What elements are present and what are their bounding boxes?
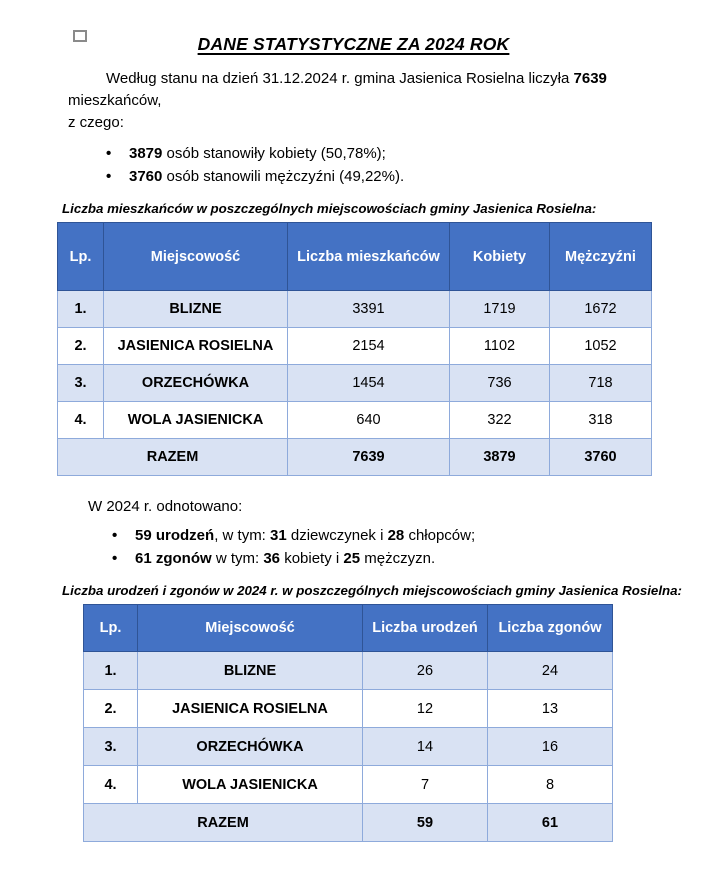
- text: kobiety i: [280, 549, 344, 567]
- text: mieszkańców,: [68, 92, 162, 109]
- row-number-cell: 4.: [58, 402, 104, 439]
- bold-text: 59 urodzeń: [135, 527, 215, 544]
- text: , w tym:: [214, 527, 271, 544]
- table-row: [84, 652, 613, 690]
- bold-text: 36: [263, 549, 281, 567]
- column-header: Mężczyźni: [550, 223, 652, 291]
- bold-text: 3760: [129, 167, 163, 185]
- total-label-cell: RAZEM: [58, 439, 288, 476]
- list-item: [112, 525, 707, 547]
- page-title: DANE STATYSTYCZNE ZA 2024 ROK: [197, 34, 510, 54]
- total-value-cell: 3879: [450, 439, 550, 476]
- bold-text: 3879: [129, 145, 163, 162]
- row-number-cell: 2.: [84, 690, 138, 728]
- text: dziewczynek i: [286, 527, 388, 544]
- population-bullet-list: [0, 143, 707, 187]
- value-cell: 1052: [550, 328, 652, 365]
- header-row: [58, 223, 652, 291]
- column-header: Kobiety: [450, 223, 550, 291]
- column-header: Liczba zgonów: [488, 605, 613, 652]
- document-page: [0, 34, 707, 880]
- text: w tym:: [211, 549, 264, 567]
- row-number-cell: 3.: [84, 728, 138, 766]
- total-value-cell: 61: [488, 804, 613, 842]
- bold-text: 25: [343, 549, 361, 567]
- value-cell: 1672: [550, 291, 652, 328]
- column-header: Miejscowość: [138, 605, 363, 652]
- total-row: [84, 804, 613, 842]
- table-row: [84, 728, 613, 766]
- value-cell: 1719: [450, 291, 550, 328]
- row-number-cell: 3.: [58, 365, 104, 402]
- population-table: [57, 222, 652, 476]
- village-name-cell: JASIENICA ROSIELNA: [104, 328, 288, 365]
- village-name-cell: JASIENICA ROSIELNA: [138, 690, 363, 728]
- total-value-cell: 59: [363, 804, 488, 842]
- village-name-cell: WOLA JASIENICKA: [138, 766, 363, 804]
- total-row: [58, 439, 652, 476]
- row-number-cell: 1.: [84, 652, 138, 690]
- intro-text: [68, 70, 607, 131]
- events-bullet-list: [0, 525, 707, 569]
- value-cell: 736: [450, 365, 550, 402]
- population-table-caption: Liczba mieszkańców w poszczególnych miejscowościach gminy Jasienica Rosielna:: [62, 201, 597, 216]
- column-header: Lp.: [58, 223, 104, 291]
- value-cell: 640: [288, 402, 450, 439]
- table-row: [84, 766, 613, 804]
- events-table: [83, 604, 613, 842]
- column-header: Liczba mieszkańców: [288, 223, 450, 291]
- table-row: [58, 328, 652, 365]
- text: osób stanowiły kobiety (50,78%);: [162, 145, 386, 162]
- mid-paragraph: W 2024 r. odnotowano:: [88, 498, 243, 515]
- table-row: [58, 291, 652, 328]
- list-item: [106, 143, 707, 165]
- text: osób stanowili mężczyźni (49,22%).: [162, 167, 405, 185]
- bold-text: 61 zgonów: [135, 549, 212, 567]
- events-table-caption: Liczba urodzeń i zgonów w 2024 r. w poszczególnych miejscowościach gminy Jasienica Rosielna:: [62, 583, 682, 598]
- value-cell: 8: [488, 766, 613, 804]
- text: z czego:: [68, 114, 124, 131]
- list-item: [106, 166, 707, 188]
- text: chłopców;: [404, 527, 476, 544]
- village-name-cell: ORZECHÓWKA: [104, 365, 288, 402]
- text: mężczyzn.: [360, 549, 436, 567]
- row-number-cell: 2.: [58, 328, 104, 365]
- column-header: Miejscowość: [104, 223, 288, 291]
- village-name-cell: WOLA JASIENICKA: [104, 402, 288, 439]
- value-cell: 318: [550, 402, 652, 439]
- value-cell: 718: [550, 365, 652, 402]
- value-cell: 16: [488, 728, 613, 766]
- list-item: [112, 548, 707, 570]
- value-cell: 12: [363, 690, 488, 728]
- row-number-cell: 1.: [58, 291, 104, 328]
- bold-text: 7639: [573, 70, 607, 87]
- table-row: [58, 402, 652, 439]
- total-label-cell: RAZEM: [84, 804, 363, 842]
- bold-text: 31: [270, 527, 287, 544]
- empty-square-icon: [73, 30, 87, 42]
- village-name-cell: BLIZNE: [138, 652, 363, 690]
- village-name-cell: ORZECHÓWKA: [138, 728, 363, 766]
- value-cell: 1454: [288, 365, 450, 402]
- value-cell: 3391: [288, 291, 450, 328]
- total-value-cell: 3760: [550, 439, 652, 476]
- total-value-cell: 7639: [288, 439, 450, 476]
- value-cell: 7: [363, 766, 488, 804]
- table-row: [58, 365, 652, 402]
- value-cell: 24: [488, 652, 613, 690]
- value-cell: 26: [363, 652, 488, 690]
- bold-text: 28: [387, 527, 405, 544]
- table-row: [84, 690, 613, 728]
- intro-paragraph: [68, 68, 643, 134]
- row-number-cell: 4.: [84, 766, 138, 804]
- value-cell: 1102: [450, 328, 550, 365]
- value-cell: 13: [488, 690, 613, 728]
- value-cell: 14: [363, 728, 488, 766]
- header-row: [84, 605, 613, 652]
- village-name-cell: BLIZNE: [104, 291, 288, 328]
- column-header: Liczba urodzeń: [363, 605, 488, 652]
- value-cell: 322: [450, 402, 550, 439]
- column-header: Lp.: [84, 605, 138, 652]
- value-cell: 2154: [288, 328, 450, 365]
- text: Według stanu na dzień 31.12.2024 r. gmina Jasienica Rosielna liczyła: [106, 70, 574, 87]
